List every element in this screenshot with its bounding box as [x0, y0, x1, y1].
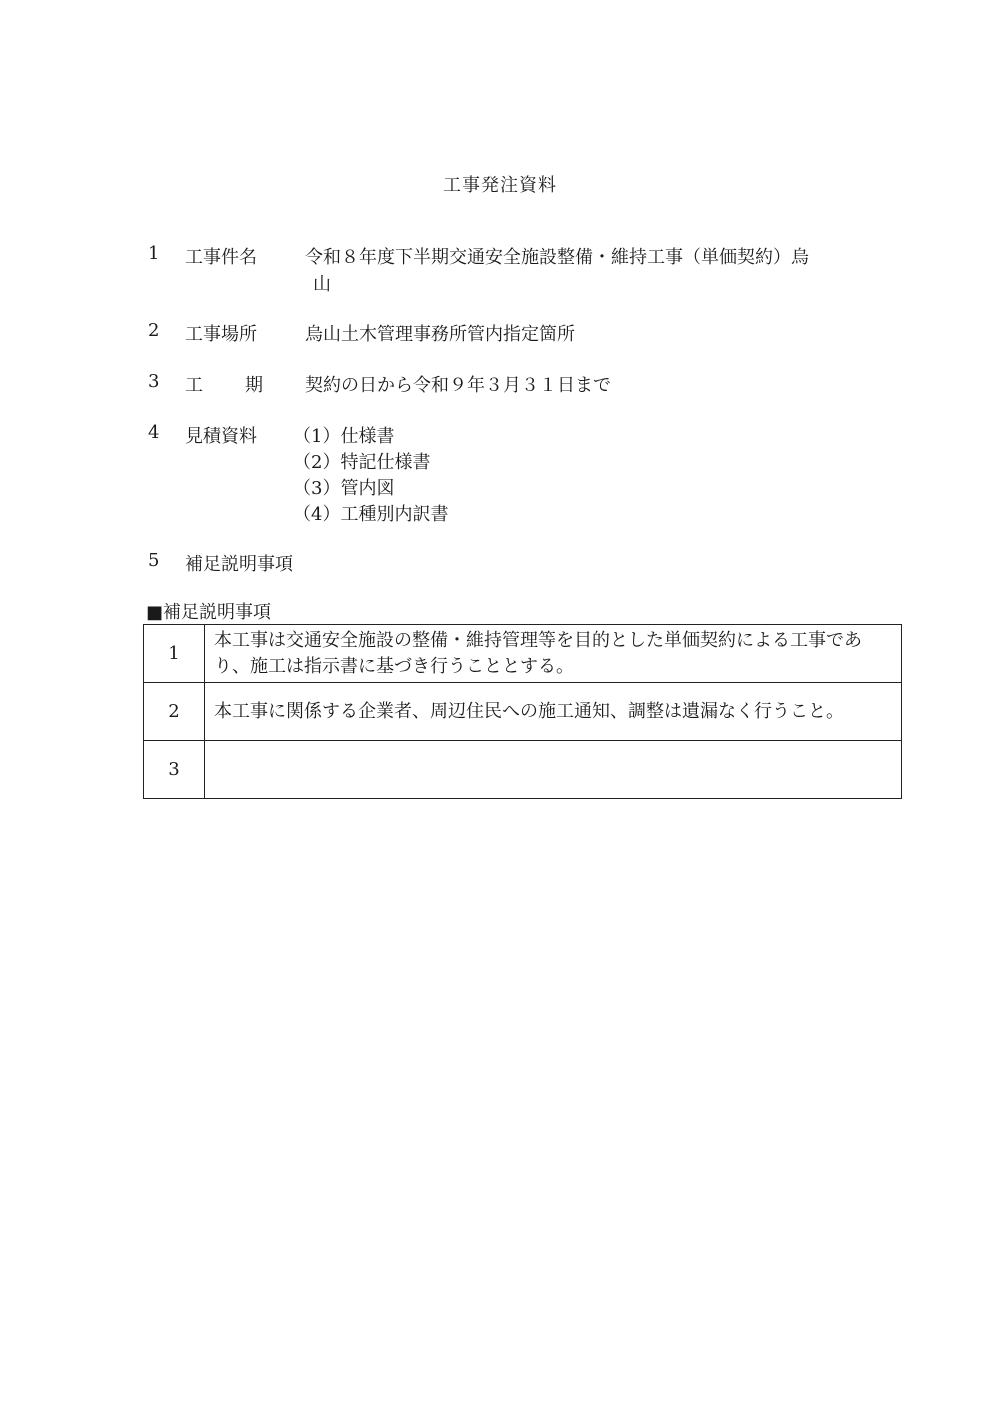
table-row	[144, 741, 902, 799]
material-item: （2）特記仕様書	[293, 452, 431, 473]
note-text	[205, 741, 902, 799]
note-text: 本工事は交通安全施設の整備・維持管理等を目的とした単価契約による工事であり、施工は指示書に基づき行うこととする。	[205, 625, 902, 683]
label-char: 期	[245, 375, 263, 396]
material-item: （1）仕様書	[293, 426, 395, 447]
note-number: 2	[144, 683, 205, 741]
label-char: 工	[185, 375, 203, 396]
table-row	[144, 625, 902, 683]
construction-site-value: 烏山土木管理事務所管内指定箇所	[305, 324, 575, 345]
item-number: 2	[148, 320, 160, 341]
item-label-construction-name: 工事件名	[185, 247, 257, 268]
notes-heading: ■補足説明事項	[146, 602, 272, 623]
note-number: 1	[144, 625, 205, 683]
note-text: 本工事に関係する企業者、周辺住民への施工通知、調整は遺漏なく行うこと。	[205, 683, 902, 741]
item-number: 5	[148, 550, 160, 571]
item-number: 3	[148, 371, 160, 392]
table-row	[144, 683, 902, 741]
notes-table	[143, 624, 902, 799]
note-number: 3	[144, 741, 205, 799]
construction-period-value: 契約の日から令和９年３月３１日まで	[305, 375, 611, 396]
page-title: 工事発注資料	[443, 175, 557, 196]
item-number: 4	[148, 422, 160, 443]
material-item: （3）管内図	[293, 478, 395, 499]
material-item: （4）工種別内訳書	[293, 504, 449, 525]
item-label-estimate-materials: 見積資料	[185, 426, 257, 447]
item-number: 1	[148, 243, 160, 264]
item-label-construction-site: 工事場所	[185, 324, 257, 345]
construction-name-value-continued: 山	[313, 274, 331, 295]
item-label-supplementary-notes: 補足説明事項	[185, 554, 293, 575]
item-label-construction-period	[185, 371, 263, 397]
construction-name-value: 令和８年度下半期交通安全施設整備・維持工事（単価契約）烏	[305, 247, 809, 268]
